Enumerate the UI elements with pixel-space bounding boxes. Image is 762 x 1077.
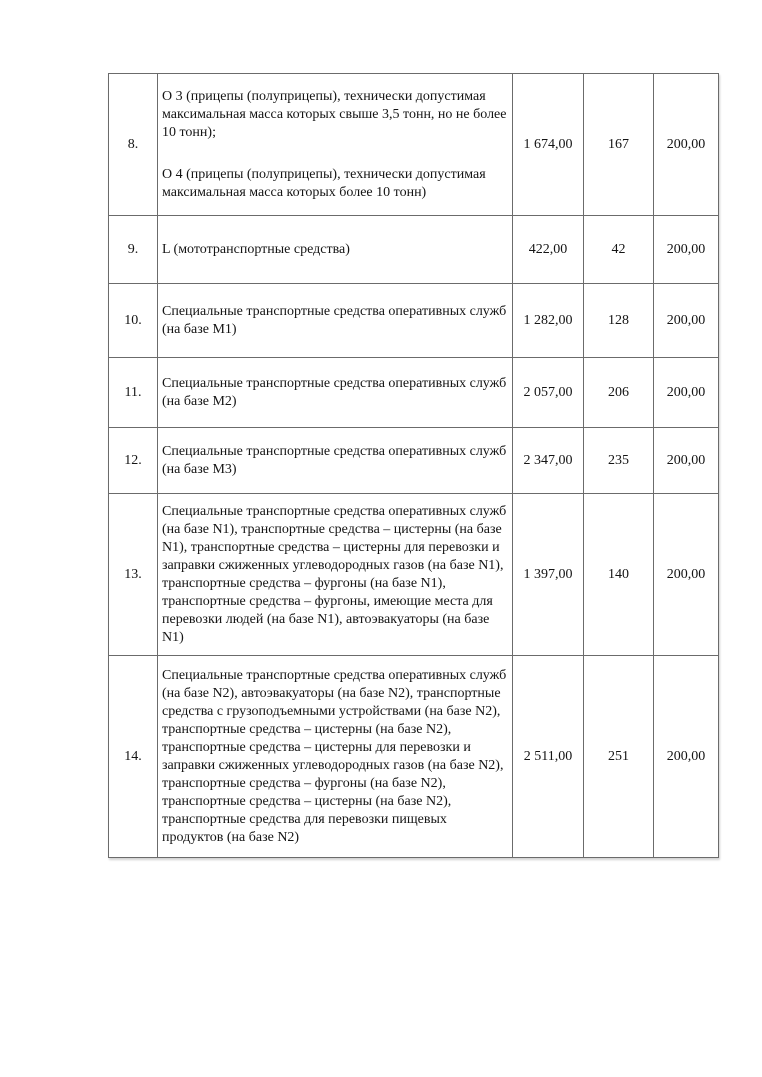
- amount-value-cell: 1 674,00: [513, 74, 584, 216]
- category-description-cell: [158, 428, 513, 494]
- rate-value-cell: 200,00: [654, 358, 719, 428]
- amount-value-cell: 2 347,00: [513, 428, 584, 494]
- description-paragraph: О 3 (прицепы (полуприцепы), технически допустимая максимальная масса которых свыше 3,5 тонн, но не более 10 тонн);: [162, 88, 507, 140]
- count-value-cell: 251: [584, 656, 654, 858]
- vehicle-fee-table: [108, 73, 719, 858]
- category-description-cell: [158, 494, 513, 656]
- description-paragraph: Специальные транспортные средства оперативных служб (на базе М3): [162, 443, 507, 477]
- count-value-cell: 140: [584, 494, 654, 656]
- rate-value-cell: 200,00: [654, 284, 719, 358]
- description-paragraph: Специальные транспортные средства оперативных служб (на базе N2), автоэвакуаторы (на базе N2), транспортные средства с грузоподъемными устройствами (на базе N2), транспортные средства – цистерны (на базе N2), транспортные средства – цистерны для перевозки и заправки сжиженных углеводородных газов (на базе N2), транспортные средства – фургоны (на базе N2), транспортные средства – цистерны (на базе N2), транспортные средства для перевозки пищевых продуктов (на базе N2): [162, 667, 507, 845]
- table-row: [109, 216, 719, 284]
- amount-value-cell: 1 282,00: [513, 284, 584, 358]
- description-paragraph: Специальные транспортные средства оперативных служб (на базе М2): [162, 375, 507, 409]
- rate-value-cell: 200,00: [654, 428, 719, 494]
- amount-value-cell: 422,00: [513, 216, 584, 284]
- row-number-cell: 14.: [109, 656, 158, 858]
- amount-value-cell: 2 511,00: [513, 656, 584, 858]
- count-value-cell: 167: [584, 74, 654, 216]
- table-row: [109, 494, 719, 656]
- category-description-cell: [158, 656, 513, 858]
- table-row: [109, 284, 719, 358]
- count-value-cell: 206: [584, 358, 654, 428]
- category-description-cell: [158, 216, 513, 284]
- count-value-cell: 128: [584, 284, 654, 358]
- description-paragraph: О 4 (прицепы (полуприцепы), технически допустимая максимальная масса которых более 10 тонн): [162, 166, 486, 200]
- table-row: [109, 358, 719, 428]
- description-paragraph: Специальные транспортные средства оперативных служб (на базе М1): [162, 303, 507, 337]
- row-number-cell: 8.: [109, 74, 158, 216]
- rate-value-cell: 200,00: [654, 656, 719, 858]
- amount-value-cell: 1 397,00: [513, 494, 584, 656]
- category-description-cell: [158, 74, 513, 216]
- description-paragraph: L (мототранспортные средства): [162, 241, 350, 257]
- category-description-cell: [158, 358, 513, 428]
- count-value-cell: 235: [584, 428, 654, 494]
- rate-value-cell: 200,00: [654, 74, 719, 216]
- category-description-cell: [158, 284, 513, 358]
- table-row: [109, 428, 719, 494]
- row-number-cell: 9.: [109, 216, 158, 284]
- count-value-cell: 42: [584, 216, 654, 284]
- row-number-cell: 13.: [109, 494, 158, 656]
- row-number-cell: 12.: [109, 428, 158, 494]
- row-number-cell: 10.: [109, 284, 158, 358]
- row-number-cell: 11.: [109, 358, 158, 428]
- table-body: [109, 74, 719, 858]
- table-row: [109, 74, 719, 216]
- amount-value-cell: 2 057,00: [513, 358, 584, 428]
- rate-value-cell: 200,00: [654, 494, 719, 656]
- table-row: [109, 656, 719, 858]
- rate-value-cell: 200,00: [654, 216, 719, 284]
- description-paragraph: Специальные транспортные средства оперативных служб (на базе N1), транспортные средства – цистерны (на базе N1), транспортные средства – цистерны для перевозки и заправки сжиженных углеводородных газов (на базе N1), транспортные средства – фургоны (на базе N1), транспортные средства – фургоны, имеющие места для перевозки людей (на базе N1), автоэвакуаторы (на базе N1): [162, 503, 507, 645]
